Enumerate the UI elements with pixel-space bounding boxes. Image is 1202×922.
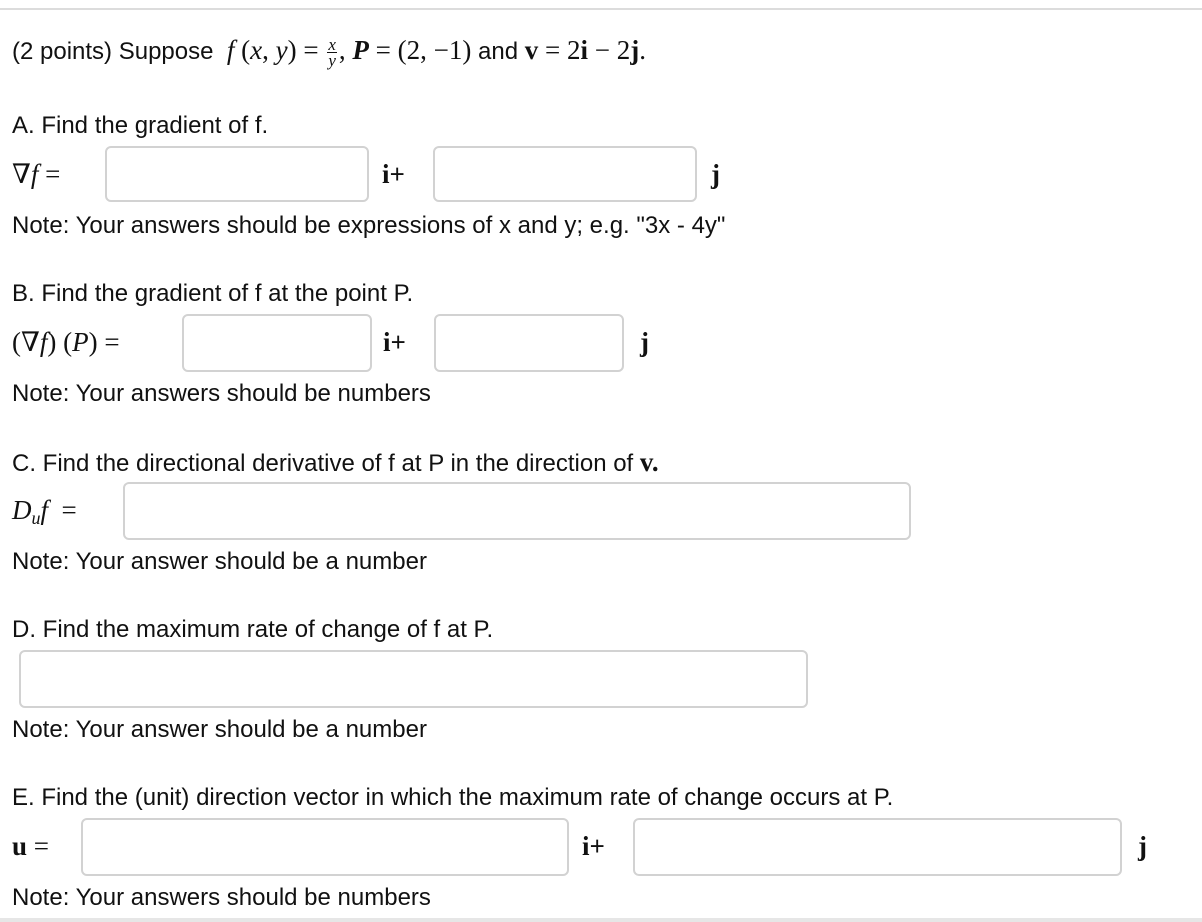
directional-derivative-symbol: $D_uf$ = [12, 495, 77, 528]
unit-vector-symbol: u = [12, 831, 50, 861]
j-label-a: j [711, 159, 720, 189]
max-rate-input[interactable] [19, 650, 808, 708]
bottom-divider [0, 918, 1202, 922]
gradient-i-input[interactable] [105, 146, 369, 202]
i-plus-label-a: i+ [382, 159, 405, 189]
part-d-title: D. Find the maximum rate of change of f at P. [12, 616, 494, 643]
unit-vector-j-input[interactable] [633, 818, 1122, 876]
part-e-note: Note: Your answers should be numbers [12, 884, 431, 911]
vector-definition: v = 2i − 2j. [524, 35, 646, 65]
j-label-e: j [1138, 831, 1147, 861]
part-e-title: E. Find the (unit) direction vector in which the maximum rate of change occurs at P. [12, 784, 894, 811]
part-d-note: Note: Your answer should be a number [12, 716, 427, 743]
i-plus-label-b: i+ [383, 327, 406, 357]
problem-statement [12, 35, 646, 71]
part-a-title: A. Find the gradient of f. [12, 112, 269, 139]
part-c-title-text: C. Find the directional derivative of f at P in the direction of [12, 450, 634, 477]
gradient-at-p-symbol: (∇f) (P) = [12, 327, 120, 357]
directional-derivative-input[interactable] [123, 482, 911, 540]
connector-and: and [478, 38, 519, 65]
part-c-title-vector: v. [639, 447, 659, 477]
part-a-note: Note: Your answers should be expressions of x and y; e.g. "3x - 4y" [12, 212, 726, 239]
gradient-at-p-i-input[interactable] [182, 314, 372, 372]
problem-points: (2 points) Suppose [12, 38, 214, 65]
j-label-b: j [640, 327, 649, 357]
gradient-j-input[interactable] [433, 146, 697, 202]
gradient-symbol-a: ∇f = [12, 159, 61, 189]
gradient-at-p-j-input[interactable] [434, 314, 624, 372]
top-divider [0, 8, 1202, 10]
part-b-title: B. Find the gradient of f at the point P. [12, 280, 414, 307]
part-b-note: Note: Your answers should be numbers [12, 380, 431, 407]
unit-vector-i-input[interactable] [81, 818, 569, 876]
function-definition: f (x, y) = $\frac{x}{y}$ , P = (2, −1) [226, 35, 472, 71]
i-plus-label-e: i+ [582, 831, 605, 861]
part-c-title [12, 447, 659, 479]
part-c-note: Note: Your answer should be a number [12, 548, 427, 575]
